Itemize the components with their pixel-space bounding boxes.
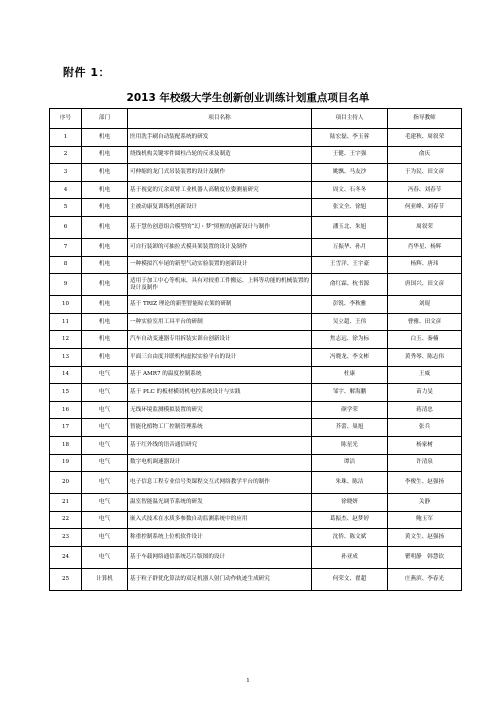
project-table-body bbox=[50, 129, 462, 591]
cell-department: 电气 bbox=[82, 401, 128, 419]
table-row bbox=[50, 129, 462, 147]
cell-project-name: 无线环境监测模拟装置的研究 bbox=[128, 401, 312, 419]
cell-host: 朱珠、陈洁 bbox=[312, 472, 388, 494]
cell-index: 4 bbox=[50, 181, 82, 199]
cell-index: 20 bbox=[50, 472, 82, 494]
table-row bbox=[50, 494, 462, 512]
cell-advisor: 鲍玉军 bbox=[388, 511, 462, 529]
cell-department: 电气 bbox=[82, 546, 128, 568]
cell-project-name: 基于慧鱼创意组合模型的“幻・梦”照框的创新设计与制作 bbox=[128, 216, 312, 238]
cell-project-name: 可伸缩的龙门式吊装装置的设计及制作 bbox=[128, 164, 312, 182]
cell-project-name: 汽车自动变速器专用拆装实训台创新设计 bbox=[128, 331, 312, 349]
table-row bbox=[50, 454, 462, 472]
table-row bbox=[50, 529, 462, 547]
cell-host: 彭锐、李秋雅 bbox=[312, 296, 388, 314]
cell-index: 14 bbox=[50, 366, 82, 384]
cell-host: 陈星光 bbox=[312, 436, 388, 454]
table-row bbox=[50, 384, 462, 402]
cell-advisor: 黄秀琴、陈志伟 bbox=[388, 348, 462, 366]
cell-index: 16 bbox=[50, 401, 82, 419]
document-title: 2013 年校级大学生创新创业训练计划重点项目名单 bbox=[126, 92, 370, 104]
table-row bbox=[50, 331, 462, 349]
cell-department: 电气 bbox=[82, 454, 128, 472]
header-advisor: 指导教师 bbox=[388, 109, 462, 129]
cell-host: 冯晓龙、李文彬 bbox=[312, 348, 388, 366]
cell-advisor: 王威 bbox=[388, 366, 462, 384]
cell-host: 张文全、徐旭 bbox=[312, 199, 388, 217]
cell-department: 机电 bbox=[82, 256, 128, 274]
cell-project-name: 温室智能温光调节系统的研发 bbox=[128, 494, 312, 512]
cell-index: 21 bbox=[50, 494, 82, 512]
cell-advisor: 曹雅、田文彦 bbox=[388, 313, 462, 331]
header-project-name: 项目名称 bbox=[128, 109, 312, 129]
cell-index: 22 bbox=[50, 511, 82, 529]
cell-host: 何荣文、翟超 bbox=[312, 568, 388, 590]
cell-department: 电气 bbox=[82, 494, 128, 512]
cell-project-name: 基于 TRIZ 理论的新型智能晾衣架的研制 bbox=[128, 296, 312, 314]
table-row bbox=[50, 296, 462, 314]
cell-project-name: 嵌入式技术在水质多参数自动监测系统中的应用 bbox=[128, 511, 312, 529]
table-row bbox=[50, 216, 462, 238]
cell-index: 9 bbox=[50, 274, 82, 296]
cell-advisor: 冯春、刘春节 bbox=[388, 181, 462, 199]
cell-advisor: 杨家树 bbox=[388, 436, 462, 454]
cell-host: 邹宇、解海鹏 bbox=[312, 384, 388, 402]
table-row bbox=[50, 436, 462, 454]
cell-department: 机电 bbox=[82, 296, 128, 314]
cell-advisor: 杨辉、唐玮 bbox=[388, 256, 462, 274]
cell-host: 吴立超、王伟 bbox=[312, 313, 388, 331]
cell-advisor: 白玉、秦楠 bbox=[388, 331, 462, 349]
cell-advisor: 唐国兴、田文彦 bbox=[388, 274, 462, 296]
cell-host: 谭洁 bbox=[312, 454, 388, 472]
cell-project-name: 主被动康复训练机创新设计 bbox=[128, 199, 312, 217]
cell-advisor: 毛建秋、周叙荣 bbox=[388, 129, 462, 147]
cell-advisor: 瞿明静 韩慧钦 bbox=[388, 546, 462, 568]
cell-advisor: 李俊生、赵强扬 bbox=[388, 472, 462, 494]
cell-advisor: 苗力旻 bbox=[388, 384, 462, 402]
cell-host: 葛振杰、赵梦婷 bbox=[312, 511, 388, 529]
cell-project-name: 电子信息工程专业信号类课程交互式网络教学平台的制作 bbox=[128, 472, 312, 494]
cell-department: 电气 bbox=[82, 384, 128, 402]
cell-department: 机电 bbox=[82, 129, 128, 147]
cell-index: 18 bbox=[50, 436, 82, 454]
cell-project-name: 基于车载网络通信系统芯片版图的设计 bbox=[128, 546, 312, 568]
cell-host: 沈侨、陈文斌 bbox=[312, 529, 388, 547]
cell-index: 17 bbox=[50, 419, 82, 437]
cell-index: 3 bbox=[50, 164, 82, 182]
cell-advisor: 肖华星、杨辉 bbox=[388, 238, 462, 256]
cell-project-name: 数字电机调速器设计 bbox=[128, 454, 312, 472]
header-department: 部门 bbox=[82, 109, 128, 129]
cell-department: 机电 bbox=[82, 164, 128, 182]
cell-index: 12 bbox=[50, 331, 82, 349]
table-row bbox=[50, 274, 462, 296]
cell-project-name: 基于 AMR7 的温度控制系统 bbox=[128, 366, 312, 384]
cell-index: 1 bbox=[50, 129, 82, 147]
cell-host: 姚飘、马友沙 bbox=[312, 164, 388, 182]
cell-host: 王健、王宇强 bbox=[312, 146, 388, 164]
cell-project-name: 称重控制系统上位机软件设计 bbox=[128, 529, 312, 547]
cell-project-name: 可自行装卸的可抽拉式模具架装置的设计及制作 bbox=[128, 238, 312, 256]
header-index: 序号 bbox=[50, 109, 82, 129]
table-row bbox=[50, 546, 462, 568]
table-row bbox=[50, 401, 462, 419]
page-number: 1 bbox=[246, 678, 250, 684]
table-row bbox=[50, 472, 462, 494]
table-row bbox=[50, 348, 462, 366]
cell-host: 陆宏磊、李玉蓉 bbox=[312, 129, 388, 147]
cell-index: 24 bbox=[50, 546, 82, 568]
cell-host: 潘玉北、朱旭 bbox=[312, 216, 388, 238]
table-header-row bbox=[50, 109, 462, 129]
table-row bbox=[50, 164, 462, 182]
cell-department: 机电 bbox=[82, 348, 128, 366]
cell-host: 王雪洋、王宇豪 bbox=[312, 256, 388, 274]
cell-index: 11 bbox=[50, 313, 82, 331]
cell-department: 机电 bbox=[82, 199, 128, 217]
cell-host: 杜康 bbox=[312, 366, 388, 384]
cell-advisor: 蒋清忠 bbox=[388, 401, 462, 419]
cell-project-name: 基于视觉的冗余双臂工业机器人高精度位姿测量研究 bbox=[128, 181, 312, 199]
cell-department: 机电 bbox=[82, 146, 128, 164]
cell-index: 10 bbox=[50, 296, 82, 314]
cell-project-name: 平面三自由度并联机构虚拟实验平台的设计 bbox=[128, 348, 312, 366]
cell-advisor: 关静 bbox=[388, 494, 462, 512]
attachment-label: 附件 1： bbox=[63, 66, 110, 79]
cell-project-name: 绕线机构关键零件圆柱凸轮的反求及制造 bbox=[128, 146, 312, 164]
cell-department: 电气 bbox=[82, 511, 128, 529]
cell-index: 2 bbox=[50, 146, 82, 164]
table-row bbox=[50, 511, 462, 529]
cell-project-name: 一种模拟汽车尾的新型气动实验装置的创新设计 bbox=[128, 256, 312, 274]
cell-index: 13 bbox=[50, 348, 82, 366]
cell-project-name: 智能化植物工厂控制管理系统 bbox=[128, 419, 312, 437]
cell-host: 周文、石冬冬 bbox=[312, 181, 388, 199]
table-row bbox=[50, 313, 462, 331]
table-row bbox=[50, 238, 462, 256]
cell-index: 6 bbox=[50, 216, 82, 238]
cell-department: 电气 bbox=[82, 472, 128, 494]
cell-host: 孙亚成 bbox=[312, 546, 388, 568]
cell-host: 万振华、孙月 bbox=[312, 238, 388, 256]
cell-advisor: 刘琨 bbox=[388, 296, 462, 314]
cell-department: 机电 bbox=[82, 274, 128, 296]
cell-index: 5 bbox=[50, 199, 82, 217]
table-row bbox=[50, 419, 462, 437]
cell-advisor: 俞庆 bbox=[388, 146, 462, 164]
cell-advisor: 于为民、田文彦 bbox=[388, 164, 462, 182]
cell-department: 机电 bbox=[82, 181, 128, 199]
cell-department: 机电 bbox=[82, 216, 128, 238]
cell-department: 机电 bbox=[82, 331, 128, 349]
cell-department: 电气 bbox=[82, 436, 128, 454]
cell-index: 19 bbox=[50, 454, 82, 472]
cell-advisor: 庄燕滨、李春光 bbox=[388, 568, 462, 590]
cell-index: 7 bbox=[50, 238, 82, 256]
header-host: 项目主持人 bbox=[312, 109, 388, 129]
table-row bbox=[50, 146, 462, 164]
cell-host: 芥蕾、巢旭 bbox=[312, 419, 388, 437]
cell-advisor: 许清泉 bbox=[388, 454, 462, 472]
cell-host: 徐晓妍 bbox=[312, 494, 388, 512]
cell-index: 23 bbox=[50, 529, 82, 547]
cell-index: 25 bbox=[50, 568, 82, 590]
table-row bbox=[50, 181, 462, 199]
cell-index: 15 bbox=[50, 384, 82, 402]
table-row bbox=[50, 199, 462, 217]
cell-advisor: 何亚峰、刘春节 bbox=[388, 199, 462, 217]
cell-advisor: 张兵 bbox=[388, 419, 462, 437]
cell-department: 计算机 bbox=[82, 568, 128, 590]
cell-project-name: 基于 PLC 的板材横切机电控系统设计与实践 bbox=[128, 384, 312, 402]
cell-department: 电气 bbox=[82, 419, 128, 437]
project-table bbox=[49, 108, 462, 591]
table-row bbox=[50, 568, 462, 590]
cell-advisor: 黄文生、赵强扬 bbox=[388, 529, 462, 547]
cell-department: 机电 bbox=[82, 313, 128, 331]
cell-project-name: 基于粒子群优化算法的双足机器人射门动作轨迹生成研究 bbox=[128, 568, 312, 590]
cell-department: 电气 bbox=[82, 529, 128, 547]
cell-host: 颜学荣 bbox=[312, 401, 388, 419]
cell-project-name: 基于红外线的语音通信研究 bbox=[128, 436, 312, 454]
cell-project-name: 适用于加工中心等机床，具有对较重工件搬运、上料等功能的机械装置的设计及制作 bbox=[128, 274, 312, 296]
cell-project-name: 医用洗手刷自动装配系统的研发 bbox=[128, 129, 312, 147]
cell-department: 电气 bbox=[82, 366, 128, 384]
cell-project-name: 一种实验室用工具平台的研制 bbox=[128, 313, 312, 331]
table-row bbox=[50, 256, 462, 274]
cell-index: 8 bbox=[50, 256, 82, 274]
cell-host: 俞红霖、杭书源 bbox=[312, 274, 388, 296]
cell-advisor: 周叙荣 bbox=[388, 216, 462, 238]
cell-department: 机电 bbox=[82, 238, 128, 256]
cell-host: 焦志远、徐为标 bbox=[312, 331, 388, 349]
table-row bbox=[50, 366, 462, 384]
